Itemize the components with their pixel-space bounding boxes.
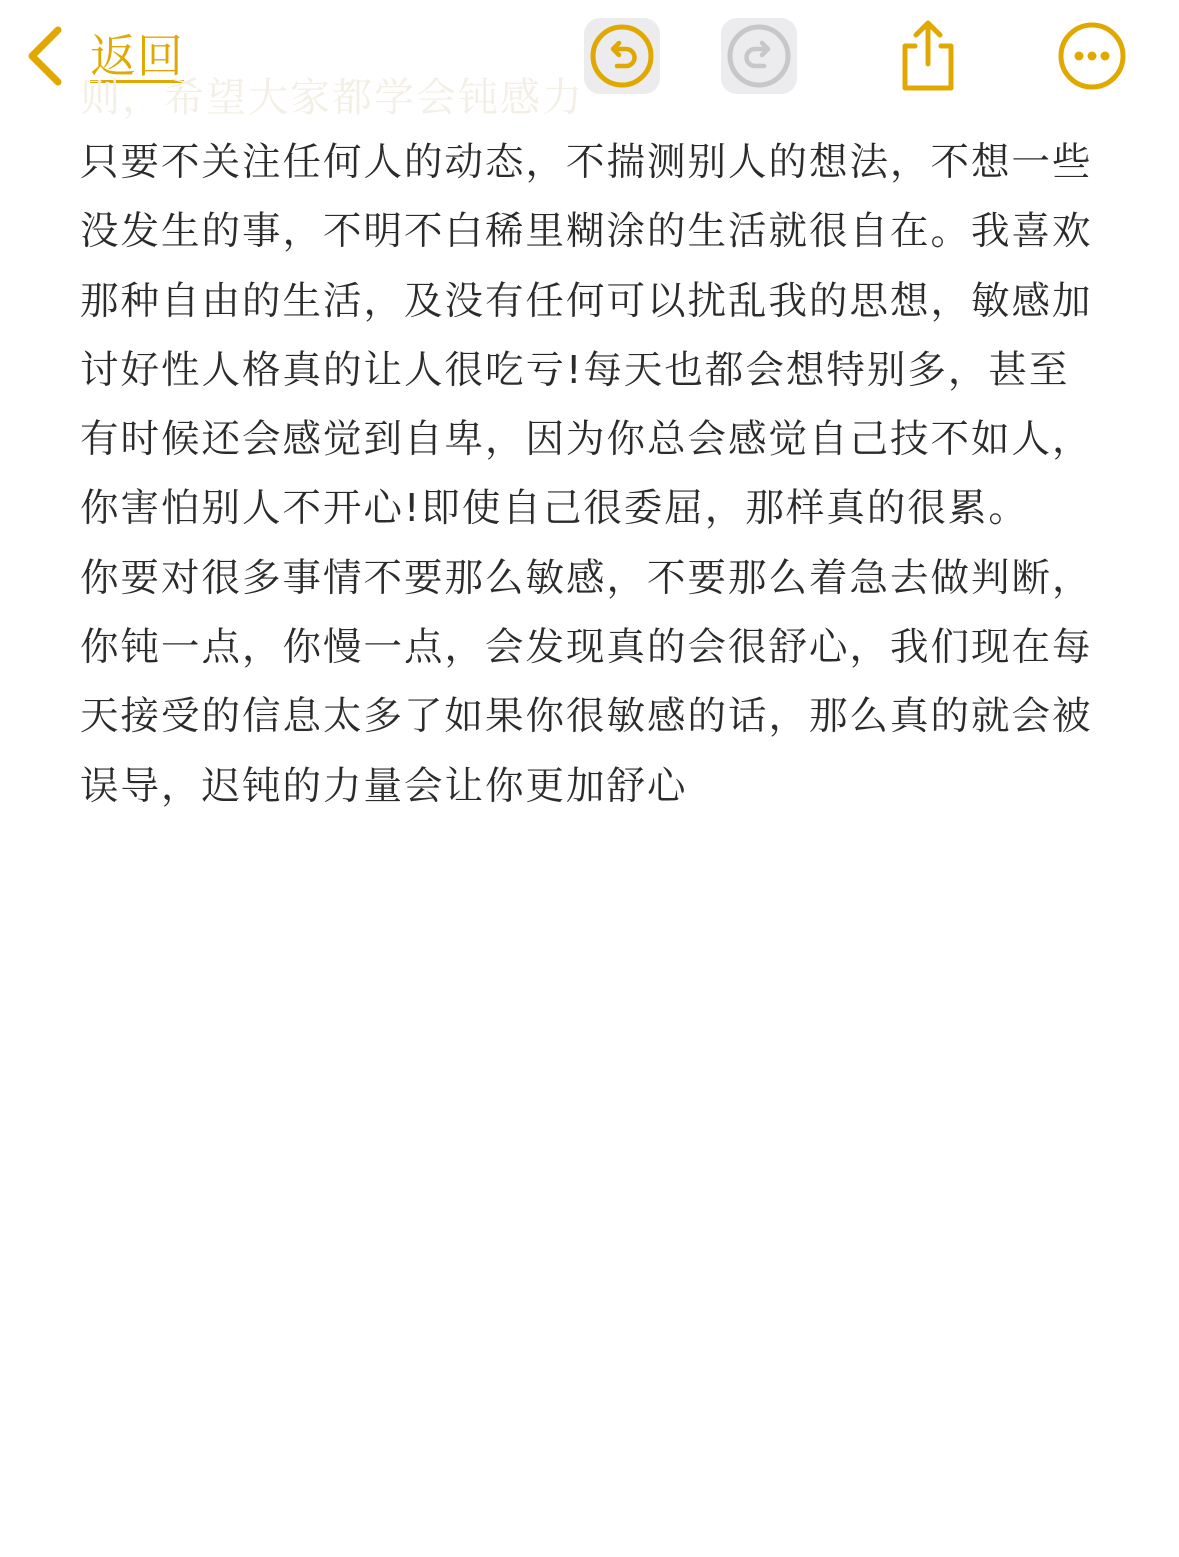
redo-icon <box>725 22 793 90</box>
faded-previous-line: 则，希望大家都学会钝感力 <box>80 75 584 121</box>
note-body[interactable] <box>80 128 1100 821</box>
more-icon <box>1054 18 1130 94</box>
note-paragraph: 你要对很多事情不要那么敏感，不要那么着急去做判断，你钝一点，你慢一点，会发现真的会很舒心，我们现在每天接受的信息太多了如果你很敏感的话，那么真的就会被误导，迟钝的力量会让你更加舒心 <box>80 555 1093 809</box>
redo-button[interactable] <box>721 18 797 94</box>
share-button[interactable] <box>890 18 966 94</box>
share-icon <box>893 18 963 94</box>
more-button[interactable] <box>1054 18 1130 94</box>
undo-icon <box>588 22 656 90</box>
note-paragraph: 只要不关注任何人的动态，不揣测别人的想法，不想一些没发生的事，不明不白稀里糊涂的生活就很自在。我喜欢那种自由的生活，及没有任何可以扰乱我的思想，敏感加讨好性人格真的让人很吃亏!每天也都会想特别多，甚至有时候还会感觉到自卑，因为你总会感觉自己技不如人，你害怕别人不开心!即使自己很委屈，那样真的很累。 <box>80 140 1093 532</box>
back-label: 返回 <box>90 29 184 83</box>
undo-button[interactable] <box>584 18 660 94</box>
chevron-left-icon <box>22 22 72 90</box>
